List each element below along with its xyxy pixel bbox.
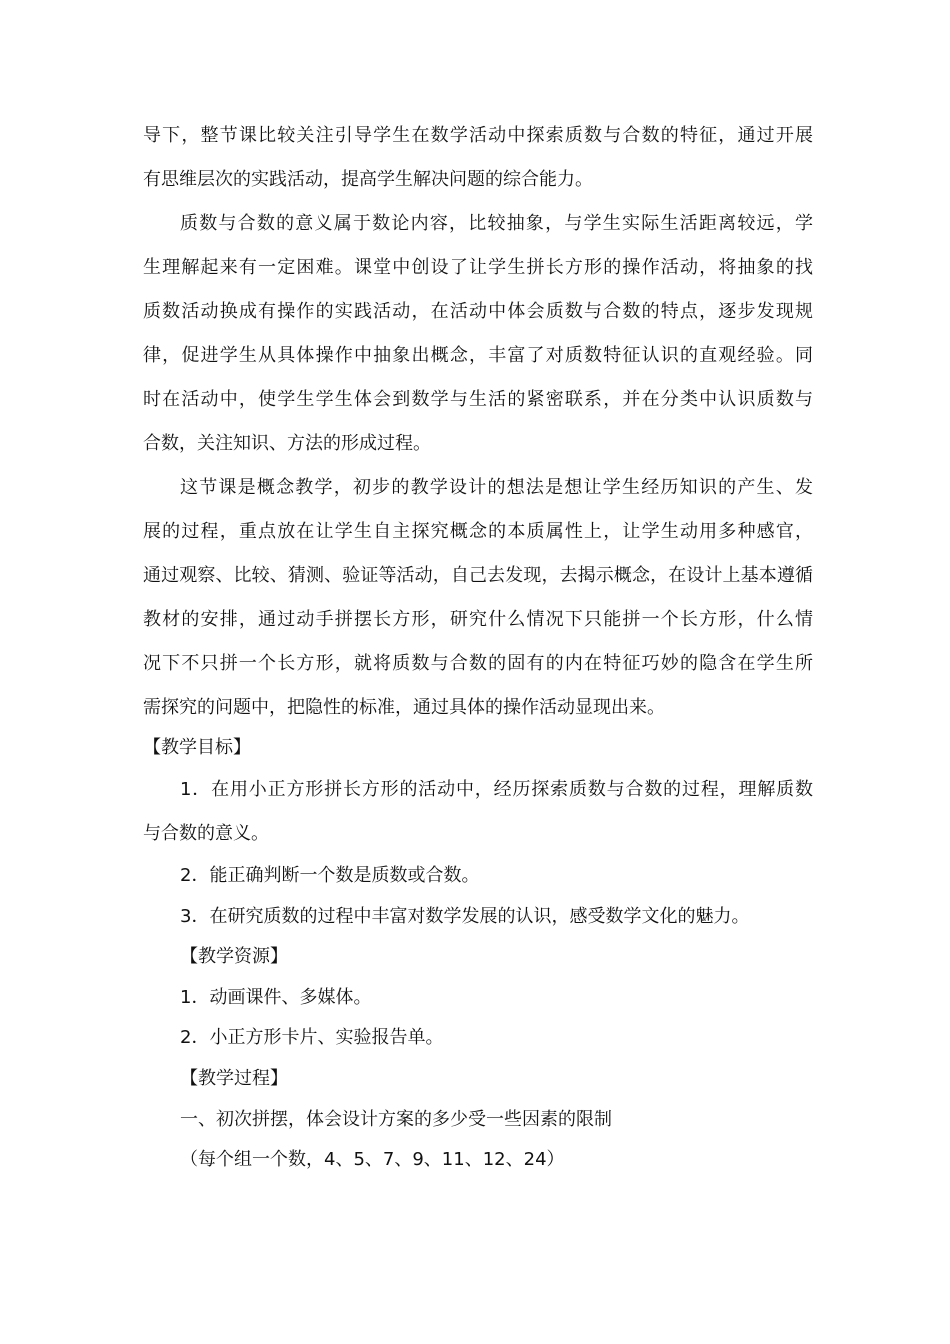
paragraph-2-line-1: 质数与合数的意义属于数论内容，比较抽象，与学生实际生活距离较远，学 bbox=[180, 213, 813, 234]
paragraph-2-line-6: 合数，关注知识、方法的形成过程。 bbox=[143, 433, 431, 454]
goal-item-1-line-2: 与合数的意义。 bbox=[143, 823, 269, 844]
resource-item-1: 1．动画课件、多媒体。 bbox=[180, 987, 372, 1008]
paragraph-2-line-5: 时在活动中，使学生学生体会到数学与生活的紧密联系，并在分类中认识质数与 bbox=[143, 389, 813, 410]
goal-item-2: 2．能正确判断一个数是质数或合数。 bbox=[180, 865, 480, 886]
paragraph-3-line-2: 展的过程，重点放在让学生自主探究概念的本质属性上，让学生动用多种感官， bbox=[143, 521, 813, 542]
paragraph-2-line-4: 律，促进学生从具体操作中抽象出概念，丰富了对质数特征认识的直观经验。同 bbox=[143, 345, 813, 366]
paragraph-3-line-1: 这节课是概念教学，初步的教学设计的想法是想让学生经历知识的产生、发 bbox=[180, 477, 813, 498]
goals-heading: 【教学目标】 bbox=[143, 737, 251, 758]
paragraph-3-line-6: 需探究的问题中，把隐性的标准，通过具体的操作活动显现出来。 bbox=[143, 697, 665, 718]
paragraph-2-line-2: 生理解起来有一定困难。课堂中创设了让学生拼长方形的操作活动，将抽象的找 bbox=[143, 257, 813, 278]
process-heading: 【教学过程】 bbox=[180, 1068, 288, 1089]
goal-item-3: 3．在研究质数的过程中丰富对数学发展的认识，感受数学文化的魅力。 bbox=[180, 906, 750, 927]
paragraph-1-line-2: 有思维层次的实践活动，提高学生解决问题的综合能力。 bbox=[143, 169, 593, 190]
paragraph-3-line-3: 通过观察、比较、猜测、验证等活动，自己去发现，去揭示概念，在设计上基本遵循 bbox=[143, 565, 813, 586]
process-note: （每个组一个数，4、5、7、9、11、12、24） bbox=[180, 1149, 565, 1170]
paragraph-3-line-5: 况下不只拼一个长方形，就将质数与合数的固有的内在特征巧妙的隐含在学生所 bbox=[143, 653, 813, 674]
process-step-1: 一、初次拼摆，体会设计方案的多少受一些因素的限制 bbox=[180, 1109, 612, 1130]
paragraph-1-line-1: 导下，整节课比较关注引导学生在数学活动中探索质数与合数的特征，通过开展 bbox=[143, 125, 813, 146]
paragraph-3-line-4: 教材的安排，通过动手拼摆长方形，研究什么情况下只能拼一个长方形，什么情 bbox=[143, 609, 813, 630]
goal-item-1-line-1: 1．在用小正方形拼长方形的活动中，经历探索质数与合数的过程，理解质数 bbox=[180, 779, 813, 800]
paragraph-2-line-3: 质数活动换成有操作的实践活动，在活动中体会质数与合数的特点，逐步发现规 bbox=[143, 301, 813, 322]
resources-heading: 【教学资源】 bbox=[180, 946, 288, 967]
resource-item-2: 2．小正方形卡片、实验报告单。 bbox=[180, 1027, 444, 1048]
